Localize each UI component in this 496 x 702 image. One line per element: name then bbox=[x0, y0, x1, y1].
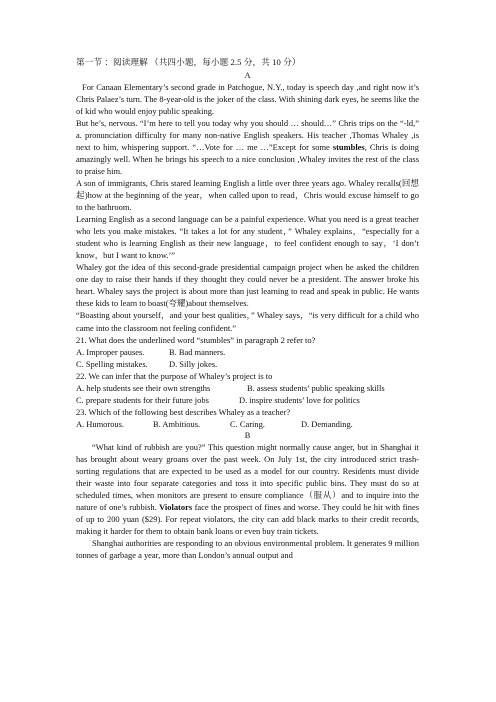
q22-option-a: A. help students see their own strengths bbox=[76, 382, 211, 393]
question-23: 23. Which of the following best describes Whaley as a teacher? bbox=[76, 406, 291, 417]
passage-b-paragraph-2: Shanghai authorities are responding to an obvious environmental problem. It generates 9 million tonnes of garbage a year, more than London’s annual output and bbox=[76, 538, 419, 561]
passage-a-paragraph-1-text: For Canaan Elementary’s second grade in Patchogue, N.Y., today is speech day ,and right now it’s Chris Palaez’s turn. The 8-year-old is the joker of the class. With shining dark eyes, he seems like the of kid who would enjoy public speaking. bbox=[76, 81, 419, 116]
passage-a-label: A bbox=[244, 70, 251, 80]
section-title: 第一节 ：阅读理解 （共四小题，每小题 2.5 分，共 10 分） bbox=[76, 57, 301, 67]
passage-b-label: B bbox=[244, 430, 251, 440]
passage-a-paragraph-6: “Boasting about yourself，and your best qualities，” Whaley says，“is very difficult for a child who came into the classroom not feeling confident.” bbox=[76, 310, 419, 333]
question-21-options-row-2 bbox=[76, 358, 419, 370]
question-23-options bbox=[76, 418, 419, 430]
q22-option-d: D. inspire students’ love for politics bbox=[239, 394, 360, 405]
q23-option-a: A. Humorous. bbox=[76, 418, 125, 429]
q22-option-c: C. prepare students for their future jobs bbox=[76, 394, 209, 405]
q22-option-b: B. assess students’ public speaking skills bbox=[247, 382, 385, 393]
passage-a-paragraph-3: A son of immigrants, Chris stared learning English a little over three years ago. Whaley recalls(回想起)how at the beginning of the year，when called upon to read，Chris would excuse himself to go to the bathroom. bbox=[76, 177, 419, 213]
question-22-options-row-2 bbox=[76, 394, 419, 406]
passage-a-paragraph-2-text: But he’s, nervous. “I’m here to tell you today why you should … should…” Chris trips on the “-ld,” a. pronunciation difficulty for many non-native English speakers. His teacher ,Thomas Whaley ,is next to him, whispering support. “…Vote for … me …”Except for some bbox=[76, 117, 419, 152]
q21-option-b: B. Bad manners. bbox=[169, 346, 226, 357]
q21-option-a: A. Improper pauses. bbox=[76, 346, 145, 357]
bold-word-violators: Violators bbox=[159, 502, 193, 513]
q21-option-d: D. Silly jokes. bbox=[169, 358, 218, 369]
q23-option-c: C. Caring. bbox=[230, 418, 265, 429]
q23-option-d: D. Demanding. bbox=[301, 418, 353, 429]
passage-b-paragraph-1 bbox=[76, 441, 419, 537]
passage-a-paragraph-4: Learning English as a second language can be a painful experience. What you need is a great teacher who lets you make mistakes. “It takes a lot for any student，” Whaley explains，“especially for a student who is learning English as their new language，to feel confident enough to say，‘I don’t know，but I want to know.’” bbox=[76, 214, 419, 261]
question-22-options-row-1 bbox=[76, 382, 419, 394]
question-22: 22. We can infer that the purpose of Whaley’s project is to bbox=[76, 370, 273, 381]
underlined-word-stumbles: stumbles bbox=[332, 141, 365, 152]
q23-option-b: B. Ambitious. bbox=[153, 418, 201, 429]
passage-a-paragraph-5: Whaley got the idea of this second-grade presidential campaign project when he asked the children one day to raise their hands if they thought they could never be a president. The answer broke his heart. Whaley says the project is about more than just learning to read and speak in public. He wants these kids to learn to boast(夸耀)about themselves. bbox=[76, 262, 419, 309]
document-page bbox=[76, 57, 419, 561]
passage-b-paragraph-1-end: face the prospect of fines and worse. They could be hit with fines of up to 200 yuan ($29). For repeat violators, the city can add black marks to their credit records, making it harder for them to obtain bank loans or even buy train tickets. bbox=[76, 502, 420, 537]
q21-option-c: C. Spelling mistakes. bbox=[76, 358, 148, 369]
question-21-options-row-1 bbox=[76, 346, 419, 358]
passage-b-paragraph-1-text: “What kind of rubbish are you?” This question might normally cause anger, but in Shanghai it has brought about weary groans over the past week. On July 1st, the city introduced strict trash-sorting regulations that are expected to be used as a model for our country. Residents must divide their waste into four separate categories and toss it into specific public bins. They must do so at scheduled times, when monitors are present to ensure compliance（服从）and to inquire into the nature of one’s rubbish. bbox=[76, 441, 419, 513]
passage-a-paragraph-1 bbox=[76, 81, 419, 117]
passage-a-paragraph-2 bbox=[76, 117, 419, 177]
question-21: 21. What does the underlined word “stumbles” in paragraph 2 refer to? bbox=[76, 334, 316, 345]
passage-a-paragraph-2-end: , Chris is doing amazingly well. When he brings his speech to a nice conclusion ,Whaley invites the rest of the class to praise him. bbox=[76, 141, 419, 176]
